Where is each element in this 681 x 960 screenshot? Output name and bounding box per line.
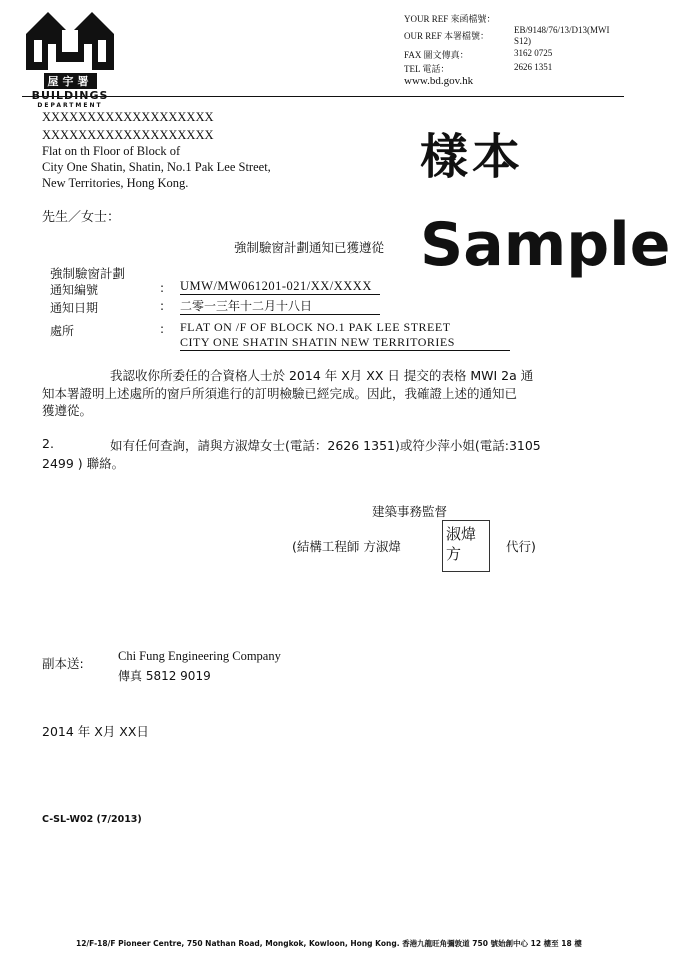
address-line-5: New Territories, Hong Kong. bbox=[42, 176, 189, 190]
para1-line-3: 獲遵從。 bbox=[42, 403, 93, 418]
notice-date-label: 通知日期 bbox=[50, 301, 99, 315]
ref-our-value: EB/9148/76/13/D13(MWI S12) bbox=[514, 25, 610, 46]
sample-stamp-english: Sample bbox=[420, 210, 671, 280]
cc-fax: 傳真 5812 9019 bbox=[118, 669, 211, 683]
notice-date-colon: : bbox=[160, 299, 165, 313]
signature-title: 建築事務監督 bbox=[372, 504, 448, 519]
scheme-heading: 強制驗窗計劃 bbox=[50, 266, 126, 281]
letter-date: 2014 年 X月 XX日 bbox=[42, 724, 149, 739]
signature-chop-text: 淑煒方 bbox=[446, 525, 477, 563]
subject-title: 強制驗窗計劃通知已獲遵從 bbox=[234, 240, 385, 255]
ref-fax-label: FAX 圖文傳真： bbox=[404, 50, 469, 60]
signature-signed-by: (結構工程師 方淑煒 bbox=[292, 539, 401, 554]
notice-no-label: 通知編號 bbox=[50, 283, 99, 297]
premises-label: 處所 bbox=[50, 324, 75, 338]
footer-address: 12/F-18/F Pioneer Centre, 750 Nathan Road, Mongkok, Kowloon, Hong Kong. 香港九龍旺角彌敦道 750 號始創中心 12 樓至 18 樓 bbox=[76, 939, 582, 948]
ref-tel-label: TEL 電話： bbox=[404, 64, 450, 74]
address-line-1: XXXXXXXXXXXXXXXXXXX bbox=[42, 110, 214, 124]
para2-line-2: 2499 ) 聯絡。 bbox=[42, 456, 125, 471]
cc-label: 副本送: bbox=[42, 656, 84, 671]
para2-line-1: 如有任何查詢，請與方淑煒女士(電話：2626 1351)或符少萍小姐(電話:3105 bbox=[110, 438, 541, 453]
premises-colon: : bbox=[160, 322, 165, 336]
premises-line-2: CITY ONE SHATIN SHATIN NEW TERRITORIES bbox=[180, 335, 510, 351]
premises-line-1: FLAT ON /F OF BLOCK NO.1 PAK LEE STREET bbox=[180, 320, 451, 334]
notice-date-value: 二零一三年十二月十八日 bbox=[180, 297, 380, 315]
para1-line-2: 知本署證明上述處所的窗戶所須進行的訂明檢驗已經完成。因此，我確證上述的通知已 bbox=[42, 386, 518, 401]
ref-fax-value: 3162 0725 bbox=[514, 48, 553, 58]
ref-tel-value: 2626 1351 bbox=[514, 62, 553, 72]
cc-company: Chi Fung Engineering Company bbox=[118, 649, 281, 663]
buildings-department-logo bbox=[22, 4, 118, 74]
logo-chinese: 屋宇署 bbox=[44, 73, 97, 89]
para1-line-1: 我認收你所委任的合資格人士於 2014 年 X月 XX 日 提交的表格 MWI 2a 通 bbox=[110, 368, 534, 383]
notice-no-value: UMW/MW061201-021/XX/XXXX bbox=[180, 279, 380, 295]
address-line-4: City One Shatin, Shatin, No.1 Pak Lee Street, bbox=[42, 160, 271, 174]
address-line-2: XXXXXXXXXXXXXXXXXXX bbox=[42, 128, 214, 142]
logo-text bbox=[22, 70, 118, 110]
notice-no-colon: : bbox=[160, 281, 165, 295]
logo-english-sub: DEPARTMENT bbox=[37, 102, 103, 109]
address-line-3: Flat on th Floor of Block of bbox=[42, 144, 181, 158]
website-link[interactable]: www.bd.gov.hk bbox=[404, 75, 474, 87]
ref-your-label: YOUR REF 來函檔號： bbox=[404, 14, 496, 24]
logo-english: BUILDINGS bbox=[31, 89, 109, 102]
salutation: 先生／女士： bbox=[42, 210, 121, 225]
sample-stamp-chinese: 樣本 bbox=[420, 129, 525, 185]
header-divider bbox=[22, 96, 624, 97]
form-code: C-SL-W02 (7/2013) bbox=[42, 814, 142, 825]
signature-for-label: 代行) bbox=[506, 539, 536, 554]
ref-our-label: OUR REF 本署檔號： bbox=[404, 31, 490, 41]
para2-number: 2. bbox=[42, 436, 54, 451]
